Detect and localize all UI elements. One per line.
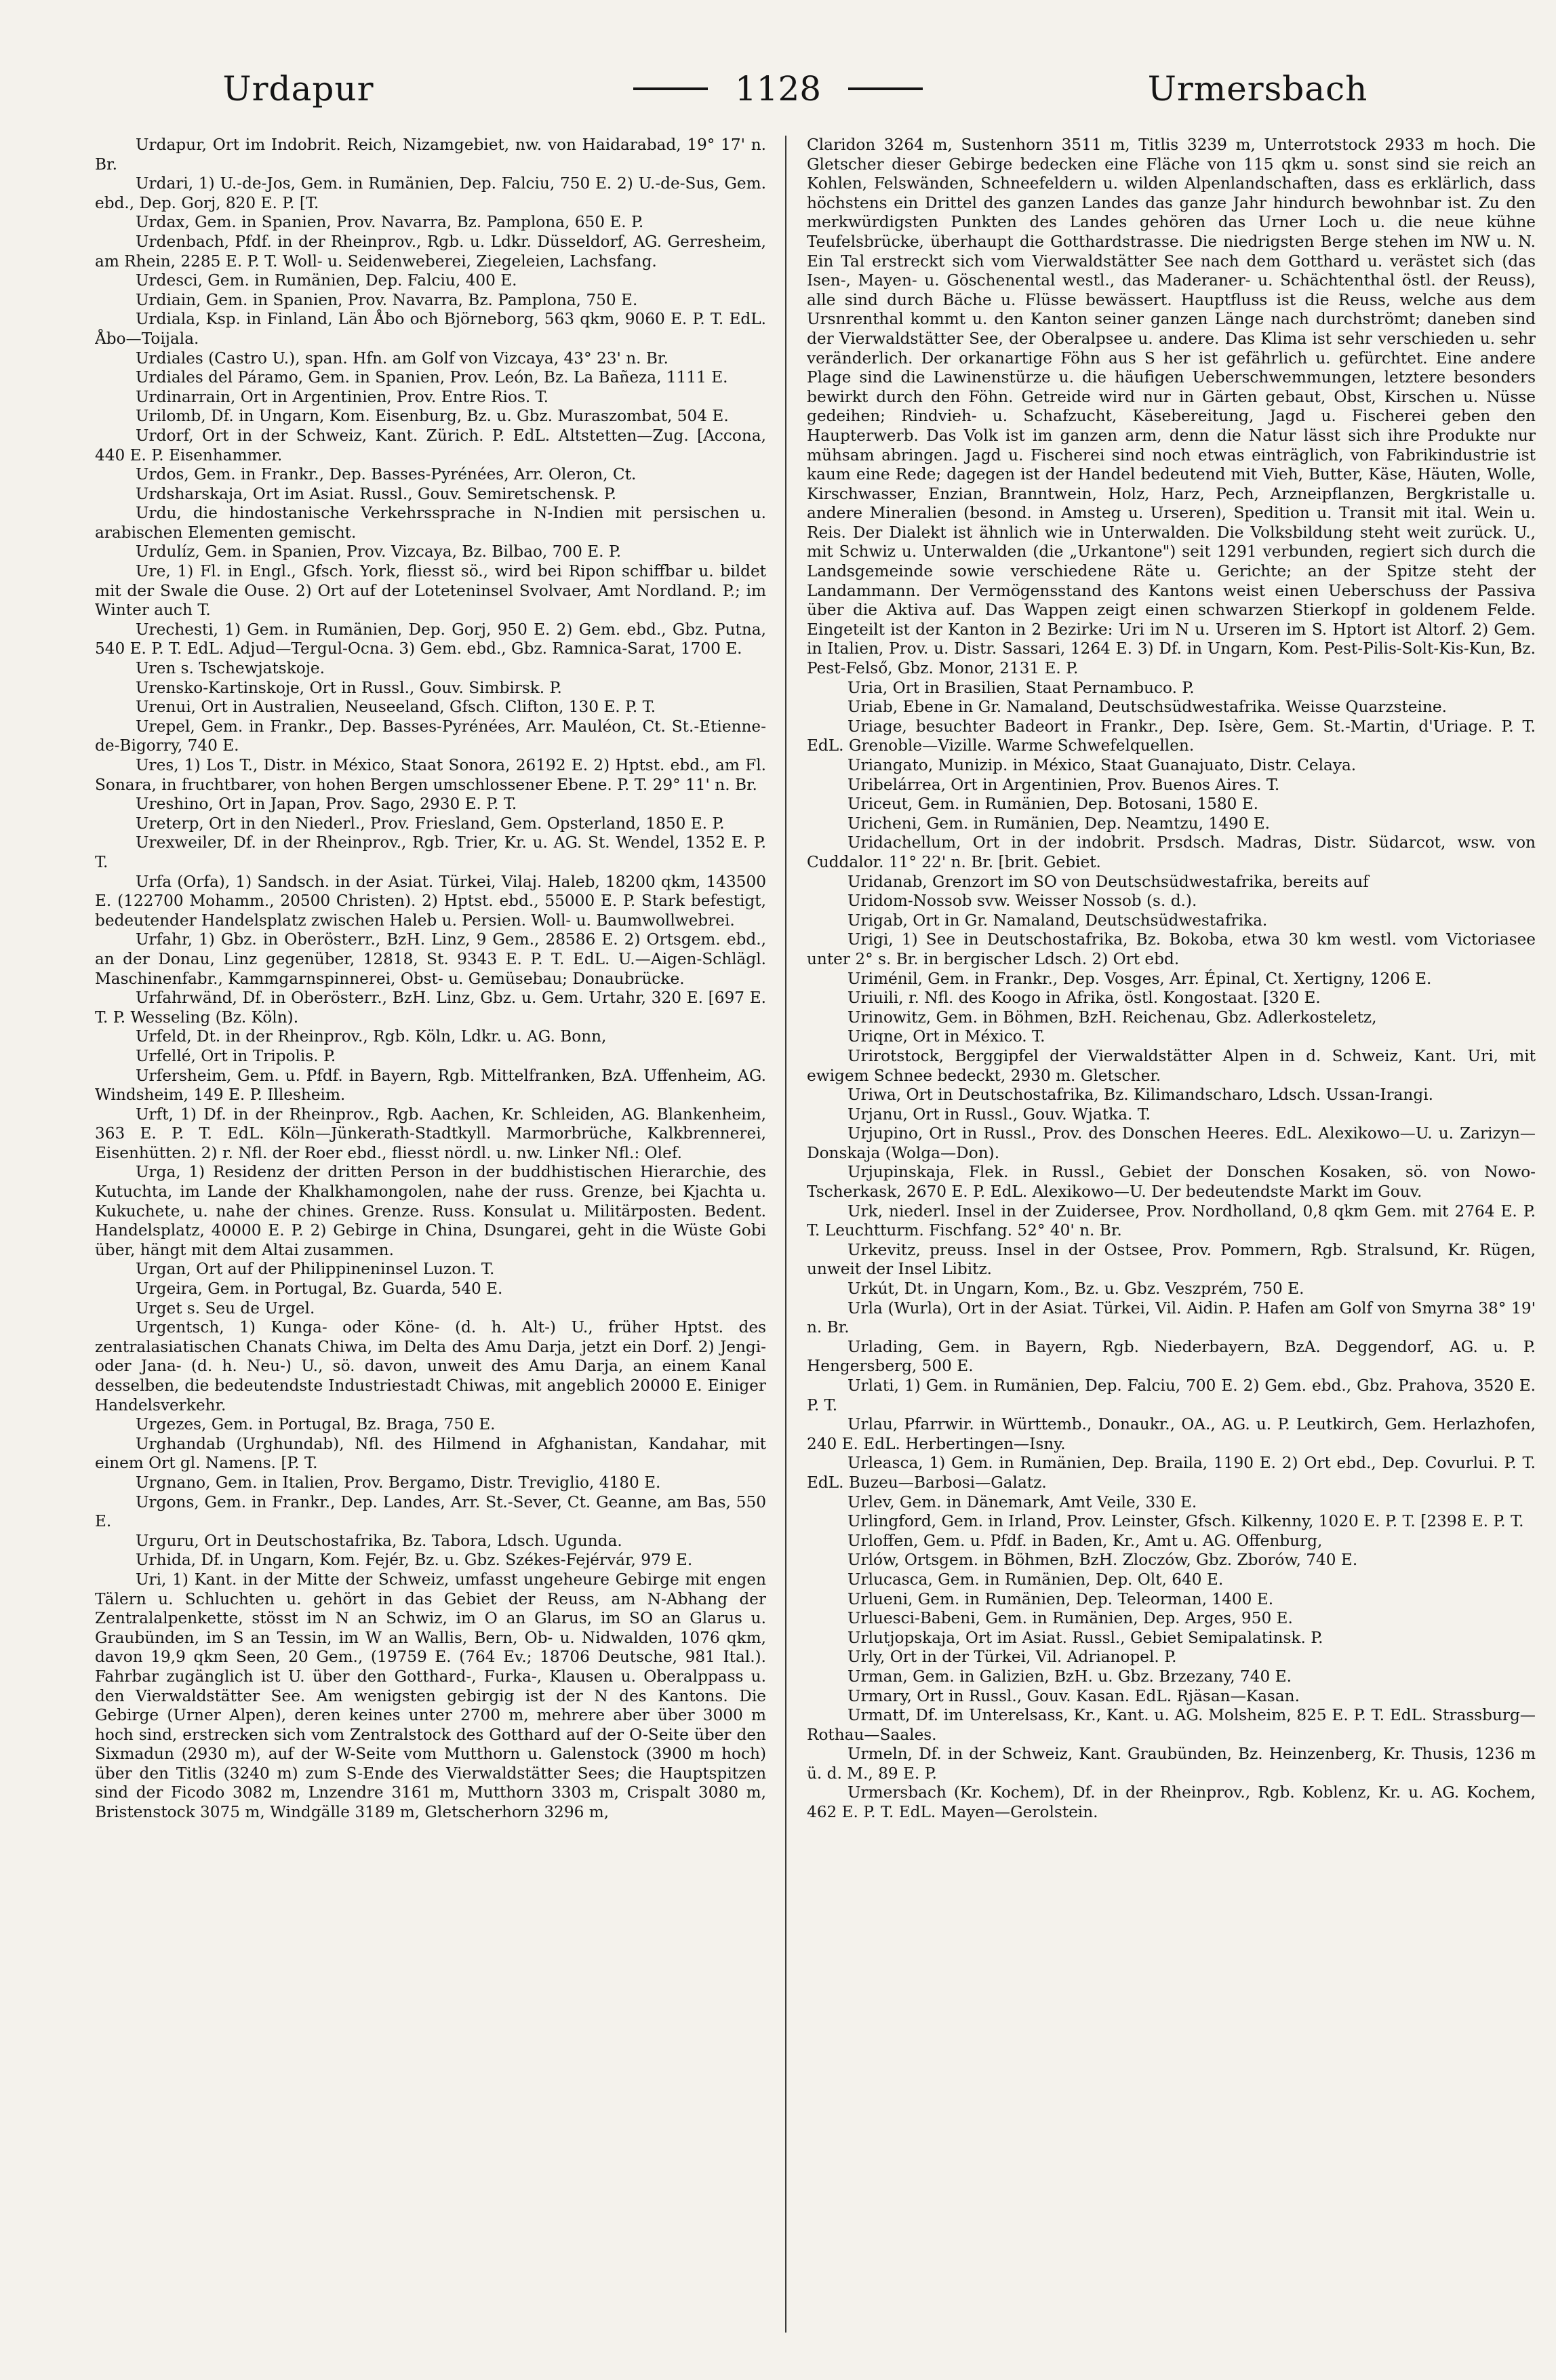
header-dash-right <box>848 87 923 90</box>
right-column <box>807 136 1536 2346</box>
dictionary-entry: Urmersbach (Kr. Kochem), Df. in der Rheinprov., Rgb. Koblenz, Kr. u. AG. Kochem, 462 E. P. T. EdL. Mayen—Gerolstein. <box>807 1783 1536 1822</box>
dictionary-entry: Urdos, Gem. in Frankr., Dep. Basses-Pyrénées, Arr. Oleron, Ct. <box>136 465 637 484</box>
dictionary-entry: Urilomb, Df. in Ungarn, Kom. Eisenburg, Bz. u. Gbz. Muraszombat, 504 E. <box>136 407 729 426</box>
dictionary-entry: Urirotstock, Berggipfel der Vierwaldstätter Alpen in d. Schweiz, Kant. Uri, mit ewigem Schnee bedeckt, 2930 m. Gletscher. <box>807 1046 1536 1085</box>
dictionary-entry: Urfersheim, Gem. u. Pfdf. in Bayern, Rgb. Mittelfranken, BzA. Uffenheim, AG. Windsheim, 149 E. P. Illesheim. <box>95 1066 766 1105</box>
dictionary-entry: Urdiala, Ksp. in Finland, Län Åbo och Björneborg, 563 qkm, 9060 E. P. T. EdL. Åbo—Toijala. <box>95 310 766 348</box>
dictionary-entry: Urensko-Kartinskoje, Ort in Russl., Gouv. Simbirsk. P. <box>136 678 562 697</box>
dictionary-entry: Uren s. Tschewjatskoje. <box>136 659 325 678</box>
dictionary-entry: Urluesci-Babeni, Gem. in Rumänien, Dep. Arges, 950 E. <box>847 1609 1293 1628</box>
dictionary-entry: Urlingford, Gem. in Irland, Prov. Leinster, Gfsch. Kilkenny, 1020 E. P. T. [2398 E. P. T. <box>847 1512 1524 1531</box>
dictionary-entry: Urfahrwänd, Df. in Oberösterr., BzH. Linz, Gbz. u. Gem. Urtahr, 320 E. [697 E. T. P. Wesseling (Bz. Köln). <box>95 989 766 1027</box>
dictionary-entry: Urlati, 1) Gem. in Rumänien, Dep. Falciu, 700 E. 2) Gem. ebd., Gbz. Prahova, 3520 E. P. T. <box>807 1376 1536 1414</box>
right-headword: Urmersbach <box>1147 69 1368 108</box>
dictionary-entry: Urmary, Ort in Russl., Gouv. Kasan. EdL. Rjäsan—Kasan. <box>847 1686 1300 1705</box>
dictionary-entry: Urhida, Df. in Ungarn, Kom. Fejér, Bz. u. Gbz. Székes-Fejérvár, 979 E. <box>136 1551 693 1570</box>
dictionary-entry: Urgan, Ort auf der Philippineninsel Luzon. T. <box>136 1260 495 1279</box>
dictionary-entry: Urmeln, Df. in der Schweiz, Kant. Graubünden, Bz. Heinzenberg, Kr. Thusis, 1236 m ü. d. M., 89 E. P. <box>807 1745 1536 1783</box>
dictionary-entry: Urfellé, Ort in Tripolis. P. <box>136 1046 336 1065</box>
dictionary-entry: Urdapur, Ort im Indobrit. Reich, Nizamgebiet, nw. von Haidarabad, 19° 17' n. Br. <box>95 136 766 174</box>
dictionary-entry: Claridon 3264 m, Sustenhorn 3511 m, Titlis 3239 m, Unterrotstock 2933 m hoch. Die Gletscher dieser Gebirge bedecken eine Fläche von 115 qkm u. sonst sind sie reich an Kohlen, Felswänden, Schneefeldern u. wilden Alpenlandschaften, dass es erklärlich, dass höchstens ein Drittel des ganzen Landes das ganze Jahr hindurch bewohnbar ist. Zu den merkwürdigsten Punkten des Landes gehören das Urner Loch u. die neue kühne Teufelsbrücke, überhaupt die Gotthardstrasse. Die niedrigsten Berge stehen im NW u. N. Ein Tal erstreckt sich vom Vierwaldstätter See nach dem Gotthard u. verästet sich (das Isen-, Mayen- u. Göschenental westl., das Maderaner- u. Schächtenthal östl. der Reuss), alle sind durch Bäche u. Flüsse bewässert. Hauptfluss ist die Reuss, welche aus dem Ursnrenthal kommt u. den Kanton seiner ganzen Länge nach durchströmt; daneben sind der Vierwaldstätter See, der Oberalpsee u. andere. Das Klima ist sehr verschieden u. sehr veränderlich. Der orkanartige Föhn aus S her ist gefährlich u. gefürchtet. Eine andere Plage sind die Lawinenstürze u. die häufigen Ueberschwemmungen, letztere besonders bewirkt durch den Föhn. Getreide wird nur in Gärten gebaut, Obst, Kirschen u. Nüsse gedeihen; Rindvieh- u. Schafzucht, Käsebereitung, Jagd u. Fischerei geben den Haupterwerb. Das Volk ist im ganzen arm, denn die Natur lässt sich ihre Produkte nur mühsam abringen. Jagd u. Fischerei sind noch etwas einträglich, von Fabrikindustrie ist kaum eine Rede; dagegen ist der Handel bedeutend mit Vieh, Butter, Käse, Häuten, Wolle, Kirschwasser, Enzian, Branntwein, Holz, Harz, Pech, Arzneipflanzen, Bergkristalle u. andere Mineralien (besond. in Amsteg u. Urseren), Spedition u. Transit mit ital. Wein u. Reis. Der Dialekt ist ähnlich wie in Unterwalden. Die Volksbildung steht weit zurück. U., mit Schwiz u. Unterwalden (die „Urkantone") seit 1291 verbunden, regiert sich durch die Landsgemeinde sowie verschiedene Räte u. Gerichte; an der Spitze steht der Landammann. Der Vermögensstand des Kantons weist einen Ueberschuss der Passiva über die Aktiva auf. Das Wappen zeigt einen schwarzen Stierkopf in goldenem Felde. Eingeteilt ist der Kanton in 2 Bezirke: Uri im N u. Urseren im S. Hptort ist Altorf. 2) Gem. in Italien, Prov. u. Distr. Sassari, 1264 E. 3) Df. in Ungarn, Kom. Pest-Pilis-Solt-Kis-Kun, Bz. Pest-Felső, Gbz. Monor, 2131 E. P. <box>807 136 1536 678</box>
dictionary-entry: Urjanu, Ort in Russl., Gouv. Wjatka. T. <box>847 1105 1151 1124</box>
dictionary-entry: Urdiales (Castro U.), span. Hfn. am Golf von Vizcaya, 43° 23' n. Br. <box>136 349 669 368</box>
dictionary-entry: Urgezes, Gem. in Portugal, Bz. Braga, 750 E. <box>136 1415 496 1434</box>
dictionary-entry: Urkevitz, preuss. Insel in der Ostsee, Prov. Pommern, Rgb. Stralsund, Kr. Rügen, unweit der Insel Libitz. <box>807 1240 1536 1279</box>
dictionary-entry: Urman, Gem. in Galizien, BzH. u. Gbz. Brzezany, 740 E. <box>847 1667 1292 1686</box>
dictionary-entry: Urgeira, Gem. in Portugal, Bz. Guarda, 540 E. <box>136 1280 503 1298</box>
dictionary-entry: Urdorf, Ort in der Schweiz, Kant. Zürich. P. EdL. Altstetten—Zug. [Accona, 440 E. P. Eisenhammer. <box>95 426 766 464</box>
left-headword: Urdapur <box>222 69 374 108</box>
dictionary-entry: Urdsharskaja, Ort im Asiat. Russl., Gouv. Semiretschensk. P. <box>136 484 617 503</box>
dictionary-entry: Urlutjopskaja, Ort im Asiat. Russl., Gebiet Semipalatinsk. P. <box>847 1628 1323 1647</box>
dictionary-entry: Urlau, Pfarrwir. in Württemb., Donaukr., OA., AG. u. P. Leutkirch, Gem. Herlazhofen, 240 E. EdL. Herbertingen—Isny. <box>807 1415 1536 1453</box>
dictionary-entry: Uriménil, Gem. in Frankr., Dep. Vosges, Arr. Épinal, Ct. Xertigny, 1206 E. <box>847 969 1432 988</box>
page-number: 1128 <box>734 69 822 108</box>
dictionary-entry: Urjupino, Ort in Russl., Prov. des Donschen Heeres. EdL. Alexikowo—U. u. Zarizyn—Donskaja (Wolga—Don). <box>807 1124 1536 1162</box>
dictionary-entry: Urly, Ort in der Türkei, Vil. Adrianopel. P. <box>847 1648 1177 1667</box>
dictionary-entry: Urlading, Gem. in Bayern, Rgb. Niederbayern, BzA. Deggendorf, AG. u. P. Hengersberg, 500 E. <box>807 1337 1536 1376</box>
dictionary-entry: Urigab, Ort in Gr. Namaland, Deutschsüdwestafrika. <box>847 911 1268 930</box>
dictionary-entry: Urlucasca, Gem. in Rumänien, Dep. Olt, 640 E. <box>847 1570 1224 1589</box>
dictionary-entry: Urft, 1) Df. in der Rheinprov., Rgb. Aachen, Kr. Schleiden, AG. Blankenheim, 363 E. P. T. EdL. Köln—Jünkerath-Stadtkyll. Marmorbrüche, Kalkbrennerei, Eisenhütten. 2) r. Nfl. der Roer ebd., fliesst nördl. u. nw. Linker Nfl.: Olef. <box>95 1105 766 1162</box>
dictionary-entry: Ureterp, Ort in den Niederl., Prov. Friesland, Gem. Opsterland, 1850 E. P. <box>136 814 725 833</box>
dictionary-entry: Ure, 1) Fl. in Engl., Gfsch. York, fliesst sö., wird bei Ripon schiffbar u. bildet mit der Swale die Ouse. 2) Ort auf der Loteteninsel Svolvaer, Amt Nordland. P.; im Winter auch T. <box>95 562 766 620</box>
dictionary-entry: Urgentsch, 1) Kunga- oder Köne- (d. h. Alt-) U., früher Hptst. des zentralasiatischen Chanats Chiwa, im Delta des Amu Darja, jetzt ein Dorf. 2) Jengi- oder Jana- (d. h. Neu-) U., sö. davon, unweit des Amu Darja, an einem Kanal desselben, die bedeutendste Industriestadt Chiwas, mit angeblich 20000 E. Einiger Handelsverkehr. <box>95 1318 766 1414</box>
dictionary-entry: Uriqne, Ort in México. T. <box>847 1027 1045 1046</box>
dictionary-entry: Urleasca, 1) Gem. in Rumänien, Dep. Braila, 1190 E. 2) Ort ebd., Dep. Covurlui. P. T. EdL. Buzeu—Barbosi—Galatz. <box>807 1454 1536 1492</box>
dictionary-entry: Urechesti, 1) Gem. in Rumänien, Dep. Gorj, 950 E. 2) Gem. ebd., Gbz. Putna, 540 E. P. T. EdL. Adjud—Tergul-Ocna. 3) Gem. ebd., Gbz. Ramnica-Sarat, 1700 E. <box>95 620 766 658</box>
dictionary-entry: Urdax, Gem. in Spanien, Prov. Navarra, Bz. Pamplona, 650 E. P. <box>136 213 644 232</box>
dictionary-entry: Urfahr, 1) Gbz. in Oberösterr., BzH. Linz, 9 Gem., 28586 E. 2) Ortsgem. ebd., an der Donau, Linz gegenüber, 12818, St. 9343 E. P. T. EdL. U.—Aigen-Schlägl. Maschinenfabr., Kammgarnspinnerei, Obst- u. Gemüsebau; Donaubrücke. <box>95 930 766 988</box>
header-dash-left <box>633 87 708 90</box>
dictionary-entry: Uridachellum, Ort in der indobrit. Prsdsch. Madras, Distr. Südarcot, wsw. von Cuddalor. 11° 22' n. Br. [brit. Gebiet. <box>807 833 1536 871</box>
dictionary-entry: Urigi, 1) See in Deutschostafrika, Bz. Bokoba, etwa 30 km westl. vom Victoriasee unter 2° s. Br. in bergischer Ldsch. 2) Ort ebd. <box>807 930 1536 968</box>
dictionary-entry: Urdenbach, Pfdf. in der Rheinprov., Rgb. u. Ldkr. Düsseldorf, AG. Gerresheim, am Rhein, 2285 E. P. T. Woll- u. Seidenweberei, Ziegeleien, Lachsfang. <box>95 232 766 271</box>
dictionary-entry: Urkút, Dt. in Ungarn, Kom., Bz. u. Gbz. Veszprém, 750 E. <box>847 1280 1304 1298</box>
dictionary-entry: Uriuili, r. Nfl. des Koogo in Afrika, östl. Kongostaat. [320 E. <box>847 989 1321 1008</box>
dictionary-entry: Urget s. Seu de Urgel. <box>136 1298 315 1317</box>
dictionary-entry: Urepel, Gem. in Frankr., Dep. Basses-Pyrénées, Arr. Mauléon, Ct. St.-Etienne-de-Bigorry, 740 E. <box>95 717 766 755</box>
dictionary-entry: Urdu, die hindostanische Verkehrssprache in N-Indien mit persischen u. arabischen Elementen gemischt. <box>95 504 766 542</box>
dictionary-entry: Uriceut, Gem. in Rumänien, Dep. Botosani, 1580 E. <box>847 795 1259 814</box>
dictionary-entry: Urlów, Ortsgem. in Böhmen, BzH. Zloczów, Gbz. Zborów, 740 E. <box>847 1551 1358 1570</box>
dictionary-entry: Urdiales del Páramo, Gem. in Spanien, Prov. León, Bz. La Bañeza, 1111 E. <box>136 368 728 387</box>
dictionary-entry: Urdulíz, Gem. in Spanien, Prov. Vizcaya, Bz. Bilbao, 700 E. P. <box>136 542 622 561</box>
dictionary-entry: Urdesci, Gem. in Rumänien, Dep. Falciu, 400 E. <box>136 271 517 290</box>
dictionary-entry: Urghandab (Urghundab), Nfl. des Hilmend in Afghanistan, Kandahar, mit einem Ort gl. Namens. [P. T. <box>95 1434 766 1473</box>
dictionary-entry: Urfeld, Dt. in der Rheinprov., Rgb. Köln, Ldkr. u. AG. Bonn, <box>136 1027 607 1046</box>
dictionary-entry: Urgnano, Gem. in Italien, Prov. Bergamo, Distr. Treviglio, 4180 E. <box>136 1473 661 1492</box>
dictionary-entry: Uribelárrea, Ort in Argentinien, Prov. Buenos Aires. T. <box>847 775 1280 794</box>
dictionary-entry: Urenui, Ort in Australien, Neuseeland, Gfsch. Clifton, 130 E. P. T. <box>136 698 656 717</box>
dictionary-entry: Urgons, Gem. in Frankr., Dep. Landes, Arr. St.-Sever, Ct. Geanne, am Bas, 550 E. <box>95 1492 766 1531</box>
dictionary-entry: Urloffen, Gem. u. Pfdf. in Baden, Kr., Amt u. AG. Offenburg, <box>847 1531 1323 1550</box>
dictionary-entry: Ures, 1) Los T., Distr. in México, Staat Sonora, 26192 E. 2) Hptst. ebd., am Fl. Sonara, in fruchtbarer, von hohen Bergen umschlossener Ebene. P. T. 29° 11' n. Br. <box>95 756 766 794</box>
dictionary-entry: Urdiain, Gem. in Spanien, Prov. Navarra, Bz. Pamplona, 750 E. <box>136 290 638 309</box>
dictionary-entry: Urga, 1) Residenz der dritten Person in der buddhistischen Hierarchie, des Kutuchta, im Lande der Khalkhamongolen, nahe der russ. Grenze, bei Kjachta u. Kukuchete, u. nahe der chines. Grenze. Russ. Konsulat u. Militärposten. Bedent. Handelsplatz, 40000 E. P. 2) Gebirge in China, Dsungarei, geht in die Wüste Gobi über, hängt mit dem Altai zusammen. <box>95 1163 766 1259</box>
dictionary-entry: Uriage, besuchter Badeort in Frankr., Dep. Isère, Gem. St.-Martin, d'Uriage. P. T. EdL. Grenoble—Vizille. Warme Schwefelquellen. <box>807 717 1536 755</box>
page-header <box>41 65 1515 113</box>
dictionary-entry: Urguru, Ort in Deutschostafrika, Bz. Tabora, Ldsch. Ugunda. <box>136 1531 622 1550</box>
dictionary-entry: Ureshino, Ort in Japan, Prov. Sago, 2930 E. P. T. <box>136 795 517 814</box>
dictionary-entry: Urla (Wurla), Ort in der Asiat. Türkei, Vil. Aidin. P. Hafen am Golf von Smyrna 38° 19' n. Br. <box>807 1298 1536 1337</box>
page-number-block <box>633 69 923 108</box>
dictionary-entry: Uridom-Nossob svw. Weisser Nossob (s. d.). <box>847 892 1197 911</box>
dictionary-entry: Urexweiler, Df. in der Rheinprov., Rgb. Trier, Kr. u. AG. St. Wendel, 1352 E. P. T. <box>95 833 766 871</box>
dictionary-entry: Uria, Ort in Brasilien, Staat Pernambuco. P. <box>847 678 1195 697</box>
dictionary-entry: Uriwa, Ort in Deutschostafrika, Bz. Kilimandscharo, Ldsch. Ussan-Irangi. <box>847 1086 1433 1105</box>
dictionary-entry: Urk, niederl. Insel in der Zuidersee, Prov. Nordholland, 0,8 qkm Gem. mit 2764 E. P. T. Leuchtturm. Fischfang. 52° 40' n. Br. <box>807 1202 1536 1240</box>
dictionary-entry: Urlueni, Gem. in Rumänien, Dep. Teleorman, 1400 E. <box>847 1589 1274 1608</box>
dictionary-entry: Uriangato, Munizip. in México, Staat Guanajuato, Distr. Celaya. <box>847 756 1357 774</box>
dictionary-entry: Urinowitz, Gem. in Böhmen, BzH. Reichenau, Gbz. Adlerkosteletz, <box>847 1008 1377 1027</box>
dictionary-entry: Uricheni, Gem. in Rumänien, Dep. Neamtzu, 1490 E. <box>847 814 1271 833</box>
dictionary-entry: Urlev, Gem. in Dänemark, Amt Veile, 330 E. <box>847 1492 1197 1511</box>
dictionary-entry: Uridanab, Grenzort im SO von Deutschsüdwestafrika, bereits auf <box>847 872 1369 891</box>
dictionary-entry: Urfa (Orfa), 1) Sandsch. in der Asiat. Türkei, Vilaj. Haleb, 18200 qkm, 143500 E. (122700 Mohamm., 20500 Christen). 2) Hptst. ebd., 55000 E. P. Stark befestigt, bedeutender Handelsplatz zwischen Haleb u. Persien. Woll- u. Baumwollwebrei. <box>95 872 766 930</box>
dictionary-entry: Urjupinskaja, Flek. in Russl., Gebiet der Donschen Kosaken, sö. von Nowo-Tscherkask, 2670 E. P. EdL. Alexikowo—U. Der bedeutendste Markt im Gouv. <box>807 1163 1536 1202</box>
left-column <box>95 136 766 2346</box>
dictionary-entry: Uriab, Ebene in Gr. Namaland, Deutschsüdwestafrika. Weisse Quarzsteine. <box>847 698 1447 717</box>
dictionary-entry: Urmatt, Df. im Unterelsass, Kr., Kant. u. AG. Molsheim, 825 E. P. T. EdL. Strassburg—Rothau—Saales. <box>807 1706 1536 1744</box>
column-divider <box>785 136 786 2333</box>
dictionary-entry: Urdinarrain, Ort in Argentinien, Prov. Entre Rios. T. <box>136 387 549 406</box>
dictionary-entry: Uri, 1) Kant. in der Mitte der Schweiz, umfasst ungeheure Gebirge mit engen Tälern u. Schluchten u. gehört in das Gebiet der Reuss, am N-Abhang der Zentralalpenkette, stösst im N an Schwiz, im O an Glarus, im SO an Glarus u. Graubünden, im S an Tessin, im W an Wallis, Bern, Ob- u. Nidwalden, 1076 qkm, davon 19,9 qkm Seen, 20 Gem., (19759 E. (764 Ev.; 18706 Deutsche, 981 Ital.). Fahrbar zugänglich ist U. über den Gotthard-, Furka-, Klausen u. Oberalppass u. den Vierwaldstätter See. Am wenigsten gebirgig ist der N des Kantons. Die Gebirge (Urner Alpen), deren keines unter 2700 m, mehrere aber über 3000 m hoch sind, erstrecken sich vom Zentralstock des Gotthard auf der O-Seite über den Sixmadun (2930 m), auf der W-Seite vom Mutthorn u. Galenstock (3900 m hoch) über den Titlis (3240 m) zum S-Ende des Vierwaldstätter Sees; die Hauptspitzen sind der Ficodo 3082 m, Lnzendre 3161 m, Mutthorn 3303 m, Crispalt 3080 m, Bristenstock 3075 m, Windgälle 3189 m, Gletscherhorn 3296 m, <box>95 1570 766 1822</box>
dictionary-entry: Urdari, 1) U.-de-Jos, Gem. in Rumänien, Dep. Falciu, 750 E. 2) U.-de-Sus, Gem. ebd., Dep. Gorj, 820 E. P. [T. <box>95 174 766 212</box>
